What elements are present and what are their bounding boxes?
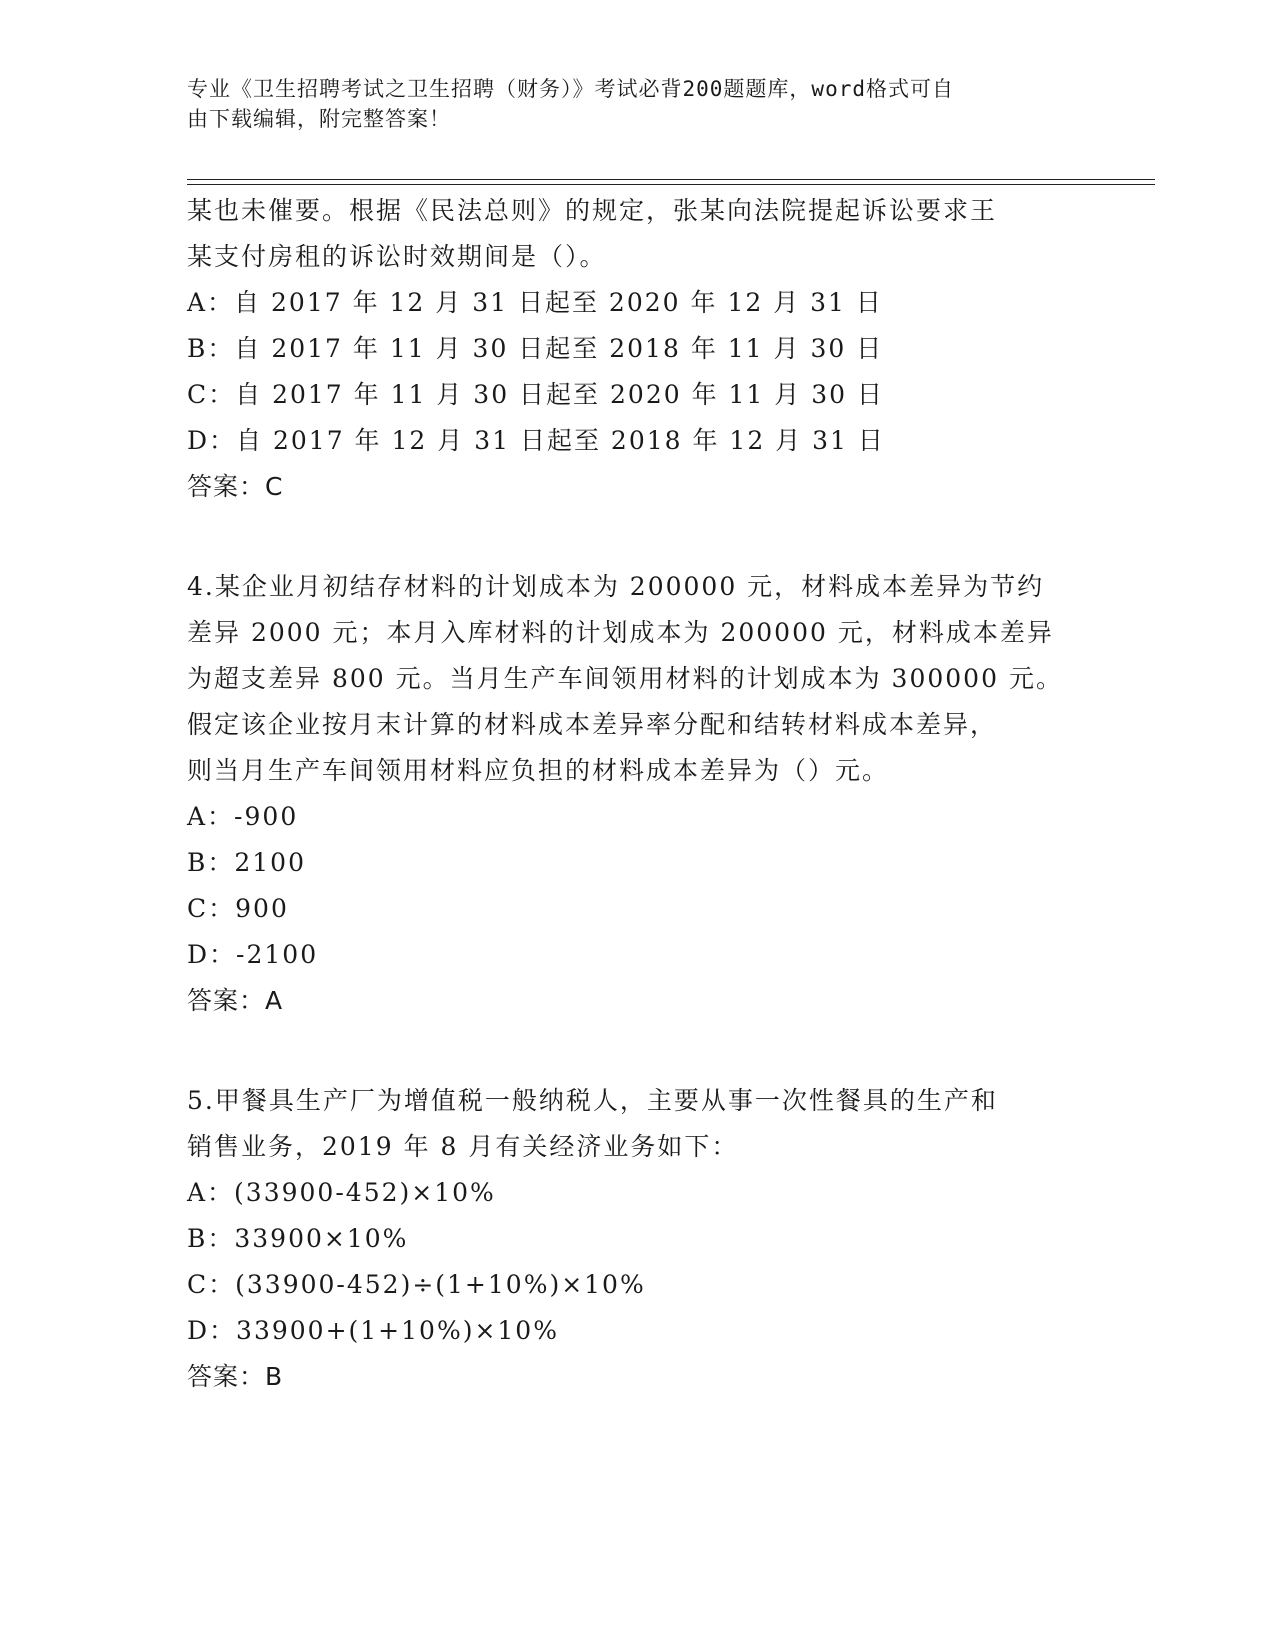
question-stem-line: 某支付房租的诉讼时效期间是（）。 — [187, 242, 607, 271]
option-d: D：33900+(1+10%)×10% — [187, 1316, 559, 1345]
question-stem-line: 假定该企业按月末计算的材料成本差异率分配和结转材料成本差异， — [187, 710, 998, 739]
question-list — [187, 188, 1087, 1400]
header-line-1: 专业《卫生招聘考试之卫生招聘（财务）》考试必背200题题库，word格式可自 — [187, 77, 954, 101]
header-divider-bottom — [187, 184, 1155, 185]
question-3 — [187, 188, 1087, 510]
option-b: B：自 2017 年 11 月 30 日起至 2018 年 11 月 30 日 — [187, 334, 884, 363]
option-b: B：33900×10% — [187, 1224, 409, 1253]
option-a: A：-900 — [187, 802, 299, 831]
spacer — [187, 1024, 1087, 1078]
spacer — [187, 510, 1087, 564]
header-divider-top — [187, 179, 1155, 180]
option-c: C：(33900-452)÷(1+10%)×10% — [187, 1270, 646, 1299]
option-c: C：900 — [187, 894, 289, 923]
option-a: A：(33900-452)×10% — [187, 1178, 496, 1207]
question-stem-line: 某也未催要。根据《民法总则》的规定，张某向法院提起诉讼要求王 — [187, 196, 998, 225]
question-stem-line: 4.某企业月初结存材料的计划成本为 200000 元，材料成本差异为节约 — [187, 572, 1045, 601]
answer-text: 答案：C — [187, 472, 284, 501]
option-d: D：自 2017 年 12 月 31 日起至 2018 年 12 月 31 日 — [187, 426, 885, 455]
header-line-2: 由下载编辑，附完整答案！ — [187, 107, 451, 131]
option-a: A：自 2017 年 12 月 31 日起至 2020 年 12 月 31 日 — [187, 288, 883, 317]
question-stem-line: 差异 2000 元；本月入库材料的计划成本为 200000 元，材料成本差异 — [187, 618, 1054, 647]
document-header — [187, 74, 1067, 134]
option-b: B：2100 — [187, 848, 306, 877]
answer-text: 答案：B — [187, 1362, 284, 1391]
question-stem-line: 5.甲餐具生产厂为增值税一般纳税人，主要从事一次性餐具的生产和 — [187, 1086, 998, 1115]
option-d: D：-2100 — [187, 940, 319, 969]
question-stem-line: 则当月生产车间领用材料应负担的材料成本差异为（）元。 — [187, 756, 890, 785]
answer-text: 答案：A — [187, 986, 284, 1015]
question-stem-line: 销售业务，2019 年 8 月有关经济业务如下： — [187, 1132, 739, 1161]
question-5 — [187, 1078, 1087, 1400]
question-4 — [187, 564, 1087, 1024]
question-stem-line: 为超支差异 800 元。当月生产车间领用材料的计划成本为 300000 元。 — [187, 664, 1063, 693]
option-c: C：自 2017 年 11 月 30 日起至 2020 年 11 月 30 日 — [187, 380, 884, 409]
